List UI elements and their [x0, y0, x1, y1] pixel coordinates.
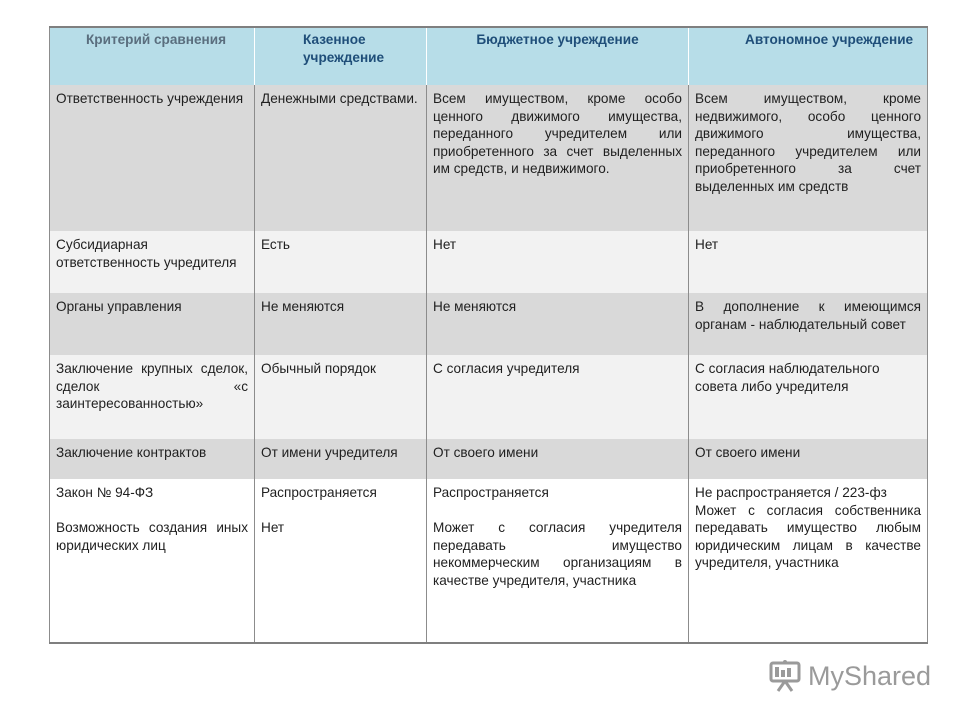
- cell-criterion: Органы управления: [50, 293, 255, 355]
- table-row: [50, 439, 928, 479]
- cell-budget: Нет: [427, 231, 689, 293]
- header-autonomous-institution-text: Автономное учреждение: [745, 32, 914, 47]
- table-row: [50, 355, 928, 439]
- cell-autonomous: В дополнение к имеющимся органам - наблюдательный совет: [689, 293, 928, 355]
- cell-criterion: Заключение контрактов: [50, 439, 255, 479]
- cell-budget: Не меняются: [427, 293, 689, 355]
- cell-budget: С согласия учредителя: [427, 355, 689, 439]
- table-header-row: [50, 27, 928, 85]
- header-autonomous-institution: [689, 27, 928, 85]
- cell-autonomous: От своего имени: [689, 439, 928, 479]
- table-row: [50, 231, 928, 293]
- cell-state: Обычный порядок: [255, 355, 427, 439]
- cell-state: Не меняются: [255, 293, 427, 355]
- myshared-watermark: [768, 656, 931, 696]
- cell-state: Денежными средствами.: [255, 85, 427, 231]
- cell-autonomous: Всем имуществом, кроме недвижимого, особо ценного движимого имущества, переданного учредителем или приобретенного за счет выделенных им средств: [689, 85, 928, 231]
- cell-autonomous: Не распространяется / 223-фз Может с согласия собственника передавать имущество любым юридическим лицам в качестве учредителя, участника: [689, 479, 928, 643]
- cell-autonomous: С согласия наблюдательного совета либо учредителя: [689, 355, 928, 439]
- comparison-table: [49, 26, 928, 644]
- cell-criterion: Закон № 94-ФЗ Возможность создания иных юридических лиц: [50, 479, 255, 643]
- header-budget-institution: Бюджетное учреждение: [427, 27, 689, 85]
- cell-state: Есть: [255, 231, 427, 293]
- cell-state: От имени учредителя: [255, 439, 427, 479]
- header-criterion-text: Критерий сравнения: [86, 32, 227, 47]
- cell-state: Распространяется Нет: [255, 479, 427, 643]
- table-row: [50, 293, 928, 355]
- header-state-institution: [255, 27, 427, 85]
- table-row: [50, 479, 928, 643]
- watermark-text: MyShared: [808, 660, 932, 691]
- cell-budget: От своего имени: [427, 439, 689, 479]
- cell-budget: Всем имуществом, кроме особо ценного движимого имущества, переданного учредителем или приобретенного за счет выделенных им средств, и недвижимого.: [427, 85, 689, 231]
- presentation-board-icon: [768, 659, 802, 693]
- header-state-institution-text: Казенное учреждение: [303, 32, 385, 65]
- cell-autonomous: Нет: [689, 231, 928, 293]
- cell-criterion: Заключение крупных сделок, сделок «с заинтересованностью»: [50, 355, 255, 439]
- cell-criterion: Ответственность учреждения: [50, 85, 255, 231]
- table-row: [50, 85, 928, 231]
- cell-criterion: Субсидиарная ответственность учредителя: [50, 231, 255, 293]
- header-criterion: [50, 27, 255, 85]
- cell-budget: Распространяется Может с согласия учредителя передавать имущество некоммерческим организациям в качестве учредителя, участника: [427, 479, 689, 643]
